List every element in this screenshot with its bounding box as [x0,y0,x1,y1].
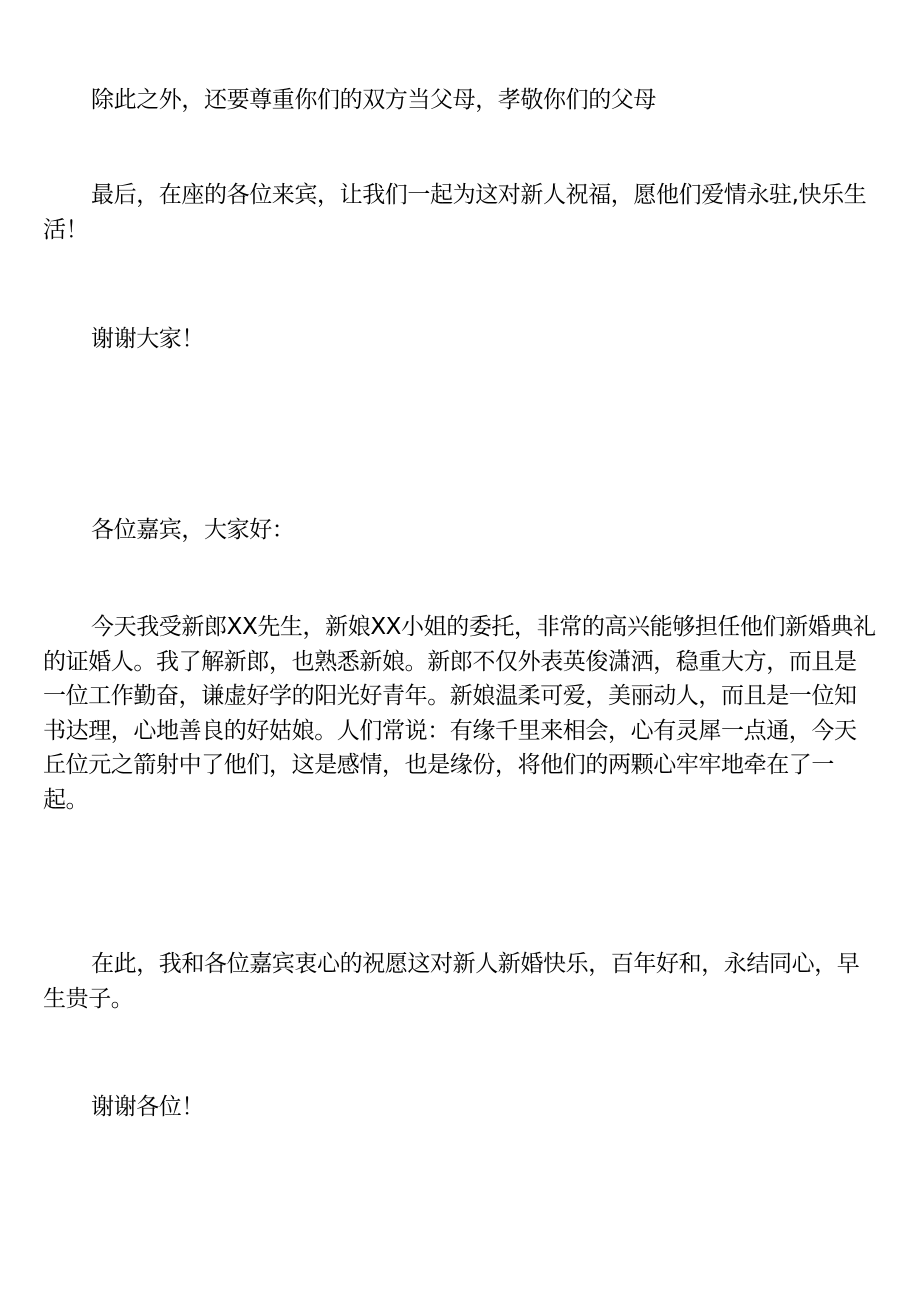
paragraph-witness-speech: 今天我受新郎XX先生，新娘XX小姐的委托，非常的高兴能够担任他们新婚典礼的证婚人。我了解新郎，也熟悉新娘。新郎不仅外表英俊潇洒，稳重大方，而且是一位工作勤奋，谦虚好学的阳光好青年。新娘温柔可爱，美丽动人，而且是一位知书达理，心地善良的好姑娘。人们常说：有缘千里来相会，心有灵犀一点通，今天丘位元之箭射中了他们，这是感情，也是缘份，将他们的两颗心牢牢地牵在了一起。 [43,614,876,813]
paragraph-closing-respect-parents: 除此之外，还要尊重你们的双方当父母，孝敬你们的父母 [91,87,657,113]
paragraph-thanks-everyone: 谢谢大家！ [91,326,205,352]
paragraph-greeting: 各位嘉宾，大家好： [91,517,295,543]
paragraph-blessing: 最后，在座的各位来宾，让我们一起为这对新人祝福，愿他们爱情永驻,快乐生活！ [43,182,867,243]
paragraph-wishes: 在此，我和各位嘉宾衷心的祝愿这对新人新婚快乐，百年好和，永结同心，早生贵子。 [43,951,860,1012]
paragraph-thanks-all: 谢谢各位！ [91,1094,205,1120]
